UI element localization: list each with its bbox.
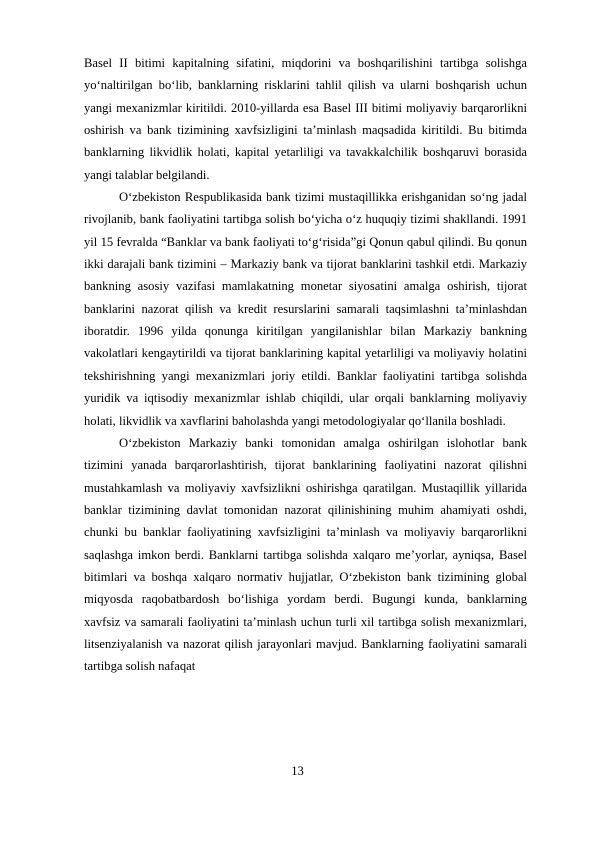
- paragraph-uzbekistan-bank-system: O‘zbekiston Respublikasida bank tizimi mustaqillikka erishganidan so‘ng jadal rivojlanib, bank faoliyatini tartibga solish bo‘yicha o‘z huquqiy tizimi shakllandi. 1991 yil 15 fevralda “Banklar va bank faoliyati to‘g‘risida”gi Qonun qabul qilindi. Bu qonun ikki darajali bank tizimini – Markaziy bank va tijorat banklarini tashkil etdi. Markaziy bankning asosiy vazifasi mamlakatning monetar siyosatini amalga oshirish, tijorat banklarini nazorat qilish va kredit resurslarini samarali taqsimlashni ta’minlashdan iboratdir. 1996 yilda qonunga kiritilgan yangilanishlar bilan Markaziy bankning vakolatlari kengaytirildi va tijorat banklarining kapital yetarliligi va moliyaviy holatini tekshirishning yangi mexanizmlari joriy etildi. Banklar faoliyatini tartibga solishda yuridik va iqtisodiy mexanizmlar ishlab chiqildi, ular orqali banklarning moliyaviy holati, likvidlik va xavflarini baholashda yangi metodologiyalar qo‘llanila boshladi.: [84, 190, 527, 428]
- paragraph-central-bank-reforms: O‘zbekiston Markaziy banki tomonidan amalga oshirilgan islohotlar bank tizimini yanada barqarorlashtirish, tijorat banklarining faoliyatini nazorat qilishni mustahkamlash va moliyaviy xavfsizlikni oshirishga qaratilgan. Mustaqillik yillarida banklar tizimining davlat tomonidan nazorat qilinishining muhim ahamiyati oshdi, chunki bu banklar faoliyatining xavfsizligini ta’minlash va moliyaviy barqarorlikni saqlashga imkon berdi. Banklarni tartibga solishda xalqaro me’yorlar, ayniqsa, Basel bitimlari va boshqa xalqaro normativ hujjatlar, O‘zbekiston bank tizimining global miqyosda raqobatbardosh bo‘lishiga yordam berdi. Bugungi kunda, banklarning xavfsiz va samarali faoliyatini ta’minlash uchun turli xil tartibga solish mexanizmlari, litsenziyalanish va nazorat qilish jarayonlari mavjud. Banklarning faoliyatini samarali tartibga solish nafaqat: [84, 435, 527, 674]
- page-number: 13: [291, 764, 304, 778]
- paragraph-basel: Basel II bitimi kapitalning sifatini, miqdorini va boshqarilishini tartibga solishga yo‘naltirilgan bo‘lib, banklarning risklarini tahlil qilish va ularni boshqarish uchun yangi mexanizmlar kiritildi. 2010-yillarda esa Basel III bitimi moliyaviy barqarorlikni oshirish va bank tizimining xavfsizligini ta’minlash maqsadida kiritildi. Bu bitimda banklarning likvidlik holati, kapital yetarliligi va tavakkalchilik boshqaruvi borasida yangi talablar belgilandi.: [84, 56, 527, 182]
- body-text: [84, 52, 527, 678]
